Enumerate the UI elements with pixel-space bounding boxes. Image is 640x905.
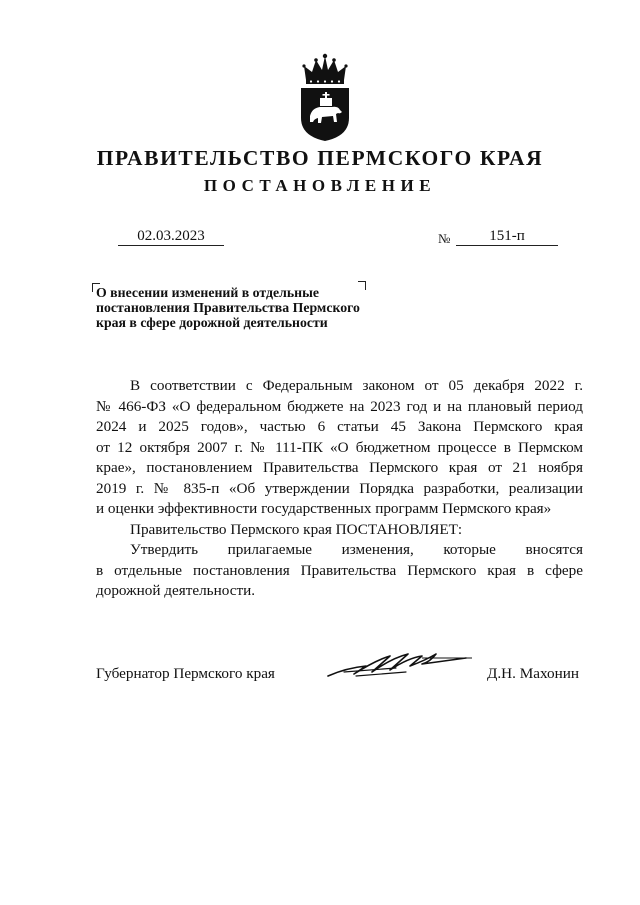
subject-line: края в сфере дорожной деятельности xyxy=(96,315,328,330)
body-line: 2024 и 2025 годов», частью 6 статьи 45 Закона Пермского края xyxy=(96,418,583,435)
body-line: В соответствии с Федеральным законом от 05 декабря 2022 г. xyxy=(130,377,583,394)
body-line: Утвердить прилагаемые изменения, которые вносятся xyxy=(130,541,583,558)
document-body xyxy=(96,376,583,602)
signer-name: Д.Н. Махонин xyxy=(487,665,579,682)
body-line: дорожной деятельности. xyxy=(96,582,256,599)
document-subject xyxy=(96,285,396,330)
document-type: ПОСТАНОВЛЕНИЕ xyxy=(203,176,437,195)
document-number: 151-п xyxy=(456,228,558,246)
signer-title: Губернатор Пермского края xyxy=(96,665,275,682)
body-line: 2019 г. № 835-п «Об утверждении Порядка разработки, реализации xyxy=(96,479,583,497)
body-line: № 466-ФЗ «О федеральном бюджете на 2023 год и на плановый период xyxy=(96,397,583,415)
signature-icon xyxy=(326,646,476,686)
resolution-clause: Правительство Пермского края ПОСТАНОВЛЯЕТ: xyxy=(130,520,463,538)
coat-of-arms-icon xyxy=(298,52,352,142)
number-label: № xyxy=(438,231,451,246)
subject-line: О внесении изменений в отдельные xyxy=(96,285,319,300)
body-line: и оценки эффективности государственных программ Пермского края» xyxy=(96,500,552,517)
government-title: ПРАВИТЕЛЬСТВО ПЕРМСКОГО КРАЯ xyxy=(96,146,544,170)
body-line: в отдельные постановления Правительства Пермского края в сфере xyxy=(96,561,583,579)
body-line: от 12 октября 2007 г. № 111-ПК «О бюджетном процессе в Пермском xyxy=(96,438,583,456)
document-date: 02.03.2023 xyxy=(118,228,224,246)
body-line: крае», постановлением Правительства Пермского края от 21 ноября xyxy=(96,459,583,476)
subject-line: постановления Правительства Пермского xyxy=(96,300,360,315)
